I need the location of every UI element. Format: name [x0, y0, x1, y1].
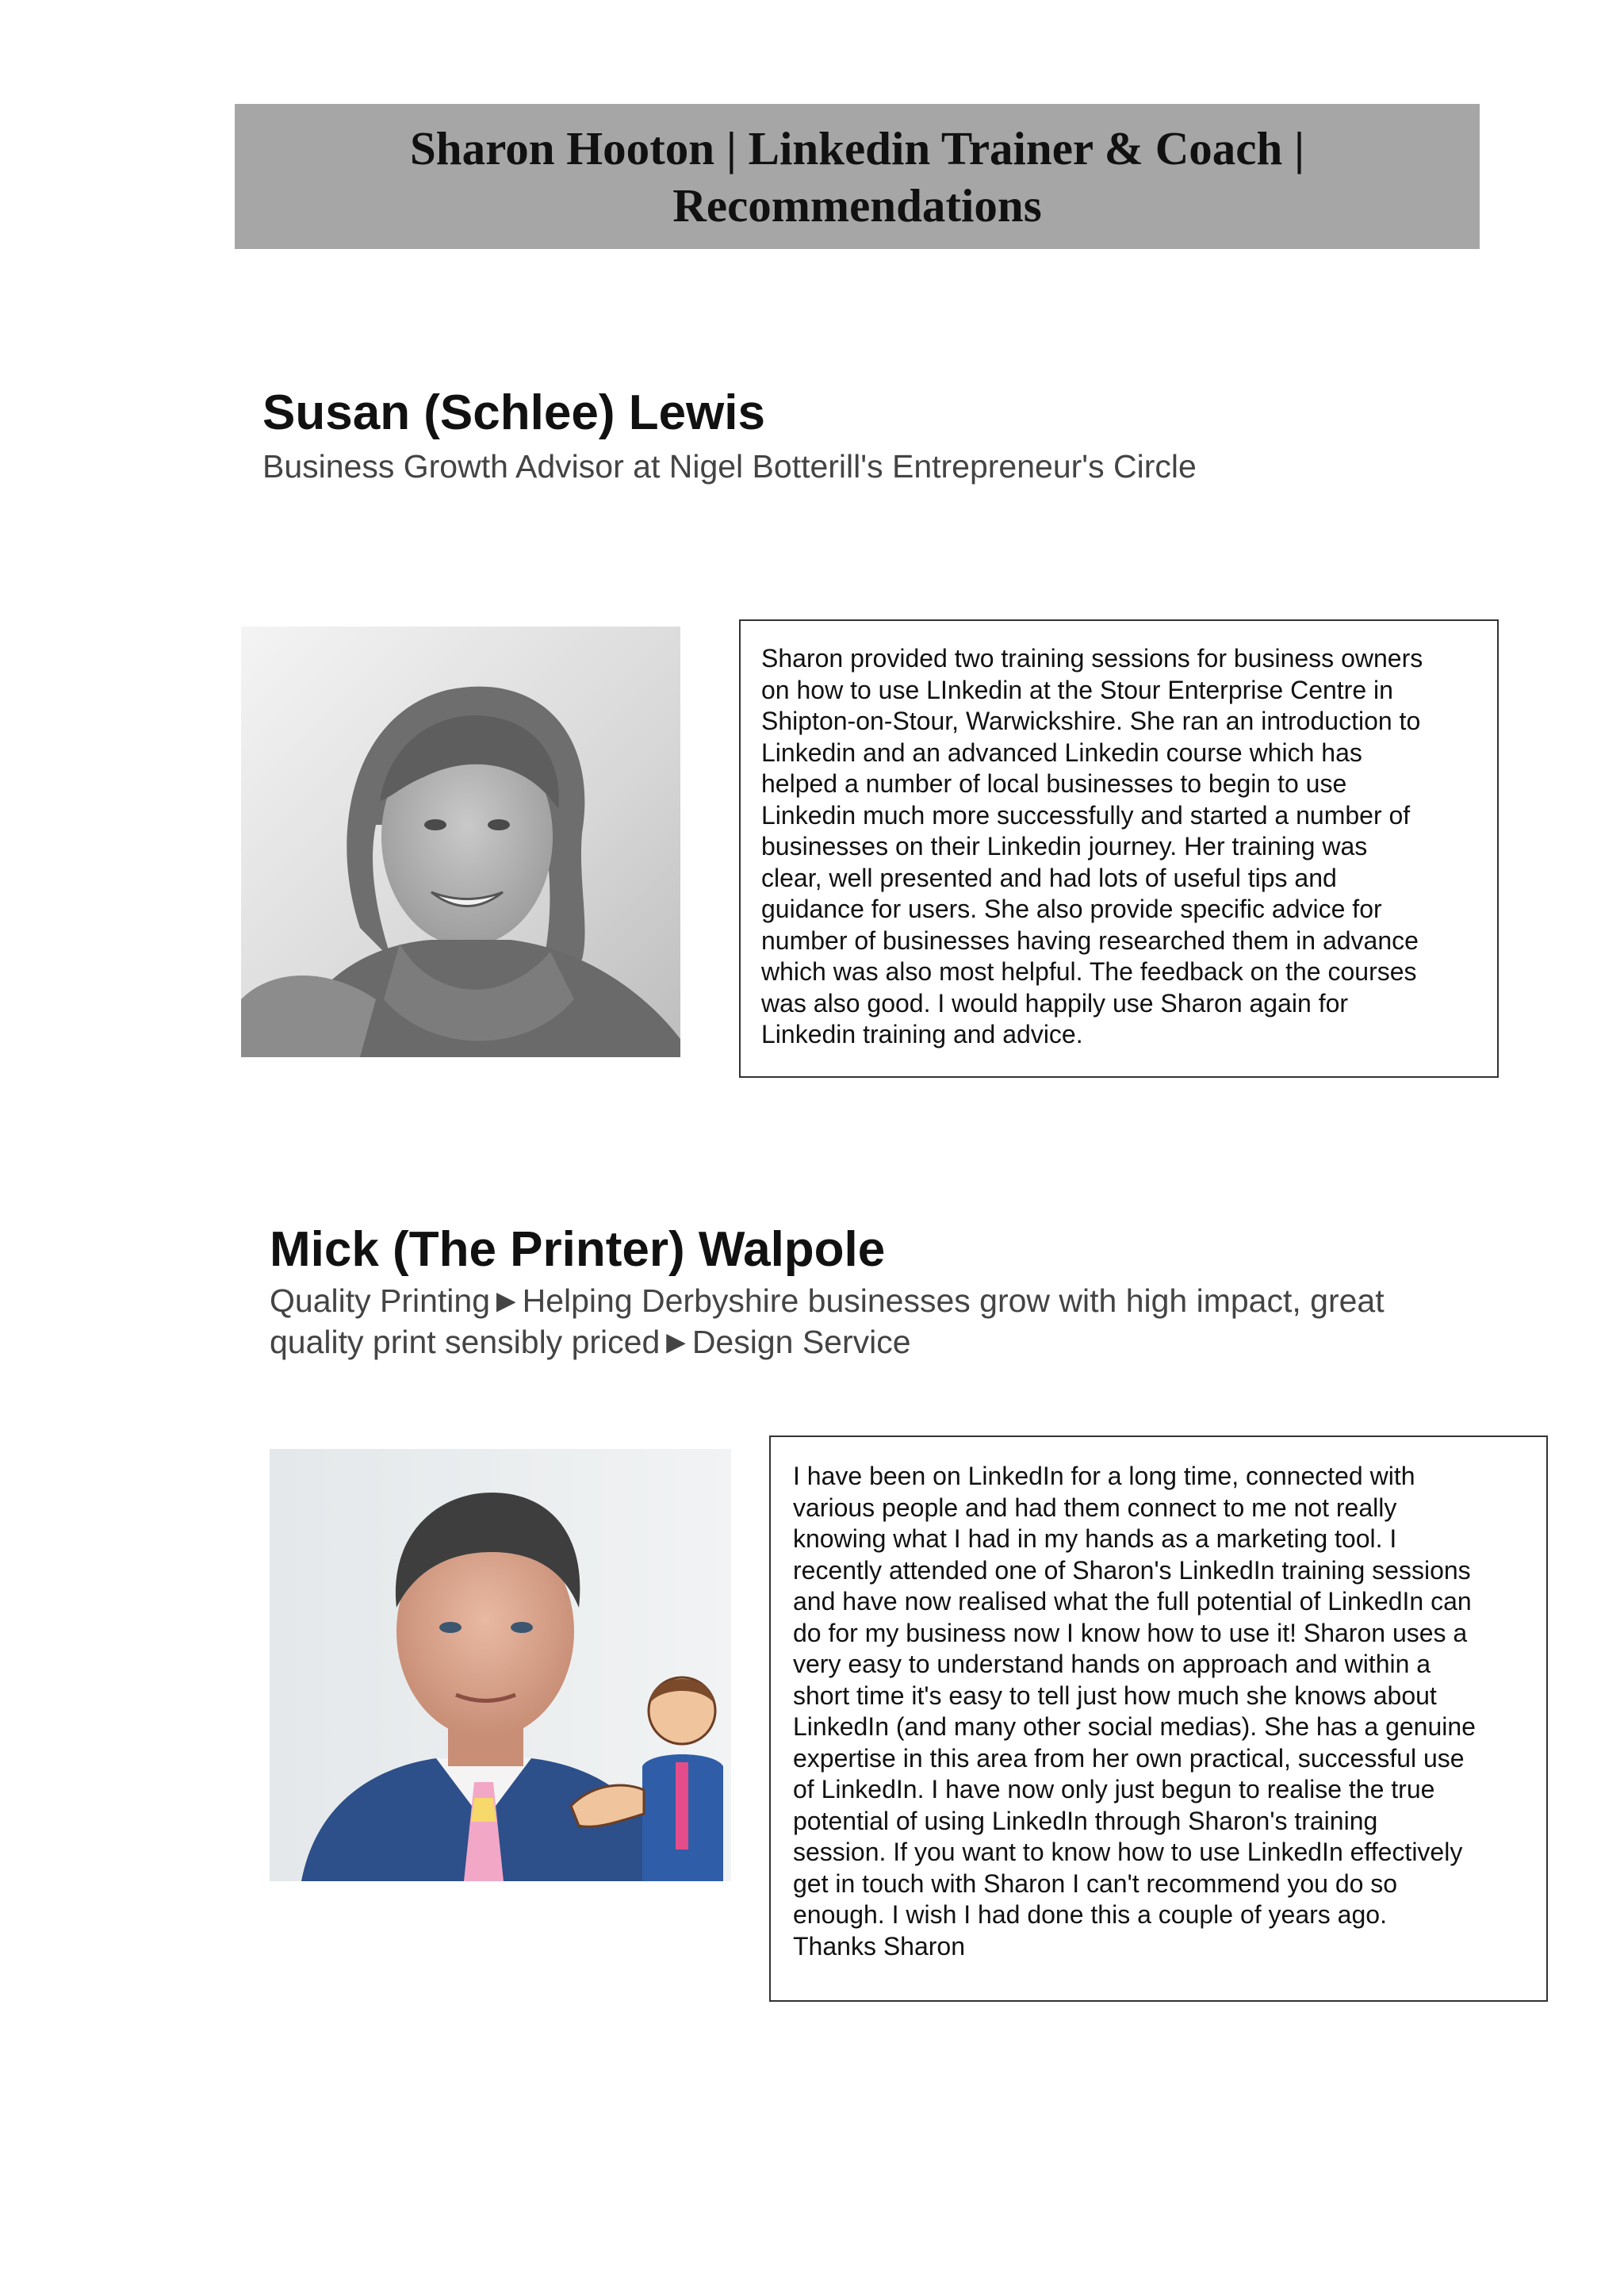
portrait-photo-woman	[241, 627, 680, 1057]
recommendation-text-box	[769, 1435, 1548, 2002]
page-title	[410, 120, 1304, 234]
recommendation-text: Sharon provided two training sessions for business owners on how to use LInkedin at the Stour Enterprise Centre in Shipton-on-Stour, Warwickshire. She ran an introduction to Linkedin and an advanced Linkedin course which has helped a number of local businesses to begin to use Linkedin much more successfully and started a number of businesses on their Linkedin journey. Her training was clear, well presented and had lots of useful tips and guidance for users. She also provide specific advice for number of businesses having researched them in advance which was also most helpful. The feedback on the courses was also good. I would happily use Sharon again for Linkedin training and advice.	[761, 644, 1423, 1048]
recommendation-text-box	[739, 619, 1499, 1078]
page-header	[235, 104, 1480, 249]
recommender-name: Mick (The Printer) Walpole	[270, 1222, 886, 1277]
recommender-name: Susan (Schlee) Lewis	[262, 385, 765, 440]
recommender-role-line-1: Quality Printing►Helping Derbyshire businesses grow with high impact, great	[270, 1282, 1385, 1319]
page-title-line-2: Recommendations	[672, 178, 1042, 232]
recommendation-text: I have been on LinkedIn for a long time, connected with various people and had them connect to me not really knowing what I had in my hands as a marketing tool. I recently attended one of Sharon's LinkedIn training sessions and have now realised what the full potential of LinkedIn can do for my business now I know how to use it! Sharon uses a very easy to understand hands on approach and within a short time it's easy to tell just how much she knows about LinkedIn (and many other social medias). She has a genuine expertise in this area from her own practical, successful use of LinkedIn. I have now only just begun to realise the true potential of using LinkedIn through Sharon's training session. If you want to know how to use LinkedIn effectively get in touch with Sharon I can't recommend you do so enough. I wish I had done this a couple of years ago. Thanks Sharon	[793, 1462, 1476, 1961]
portrait-photo-man-with-cartoon	[270, 1449, 731, 1881]
recommender-role	[270, 1280, 1385, 1363]
page-title-line-1: Sharon Hooton | Linkedin Trainer & Coach |	[409, 121, 1305, 174]
recommender-role: Business Growth Advisor at Nigel Botterill's Entrepreneur's Circle	[262, 448, 1197, 485]
recommender-role-line-2: quality print sensibly priced►Design Service	[270, 1324, 911, 1360]
